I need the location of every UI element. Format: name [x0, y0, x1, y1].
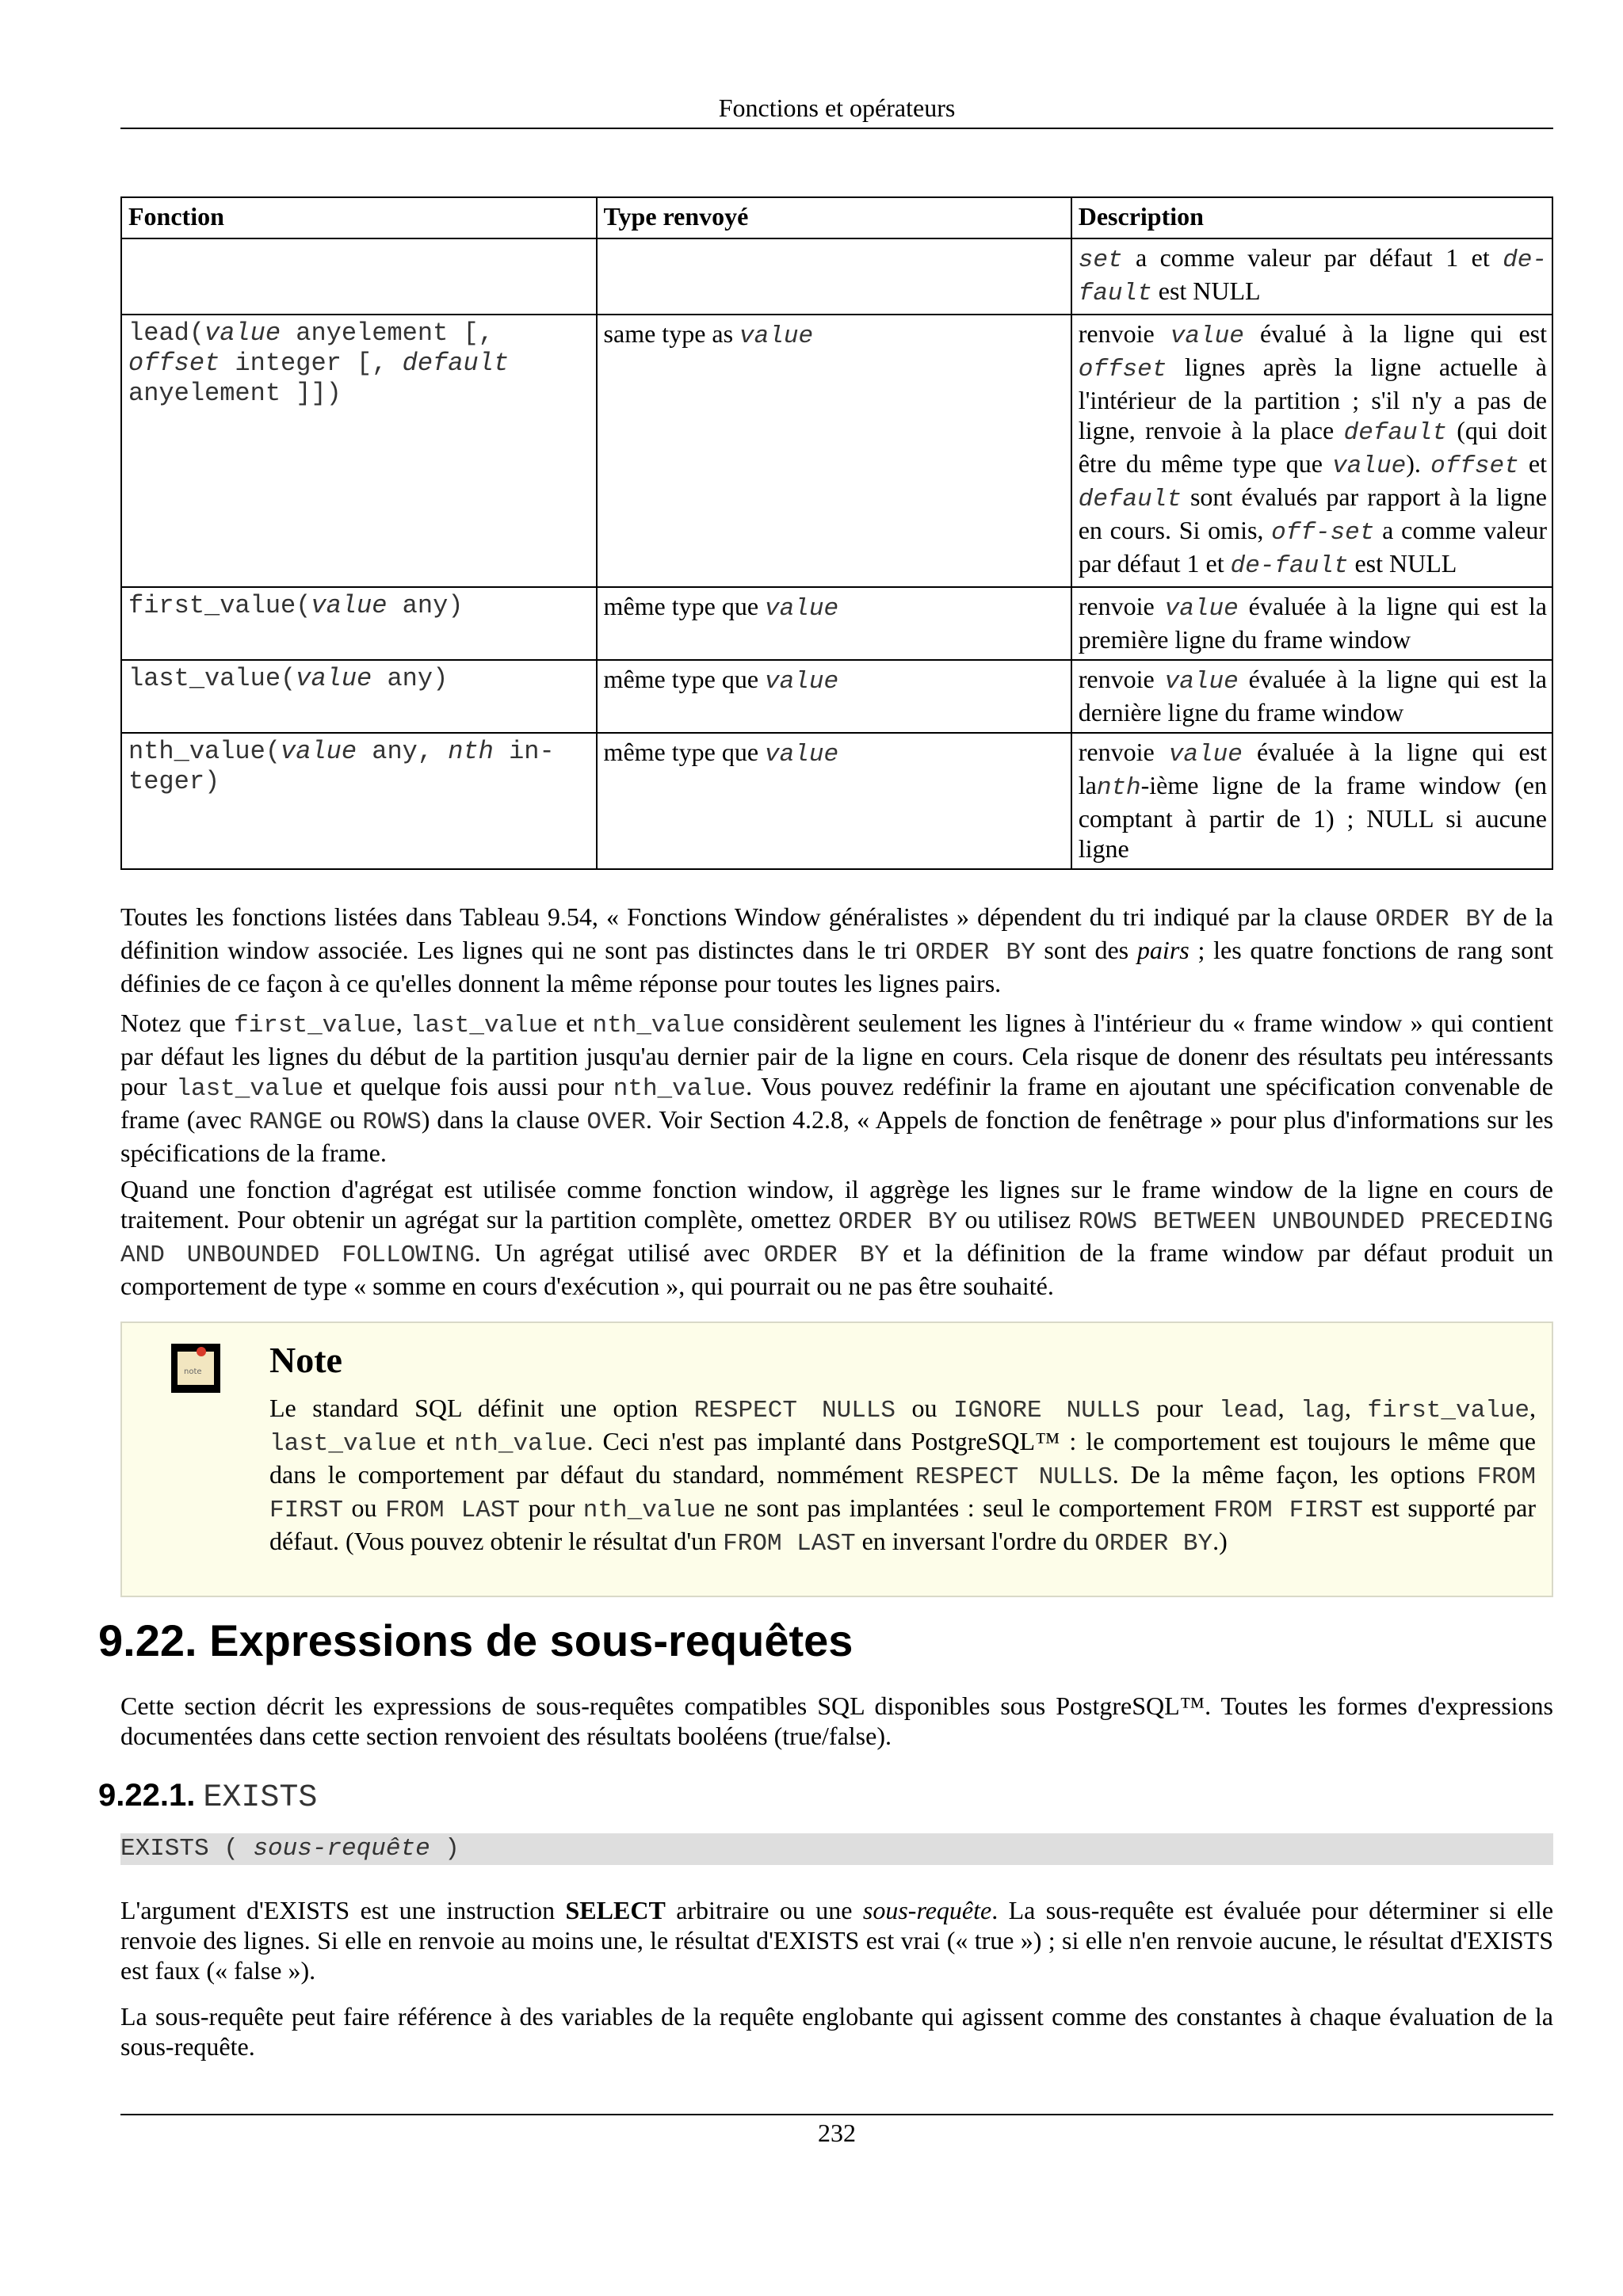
text-run: et quelque fois aussi pour — [323, 1072, 613, 1100]
code-term: default — [1343, 419, 1447, 447]
code-term: nth_value — [613, 1075, 747, 1103]
return-type-cell — [597, 315, 1071, 587]
code-term: FROM FIRST — [1213, 1497, 1363, 1524]
section-intro: Cette section décrit les expressions de sous-requêtes compatibles SQL disponibles sous PostgreSQL™. Toutes les formes d'expressions documentées dans cette section renvoient des résultats booléens (true/false). — [120, 1691, 1553, 1750]
footer-rule — [120, 2114, 1553, 2115]
text-run: lignes après la ligne actuelle à l'intérieur de la partition ; s'il n'y a pas de ligne, renvoie à la place — [1078, 353, 1547, 444]
note-title: Note — [269, 1340, 342, 1380]
function-cell — [121, 315, 597, 587]
text-run: . Voir Section 4.2.8, « Appels de fonction de fenêtrage » pour plus d'informations sur les spécifications de la frame. — [120, 1105, 1554, 1167]
text-run: évaluée à la ligne qui est la — [1078, 738, 1548, 799]
code-term: ORDER BY — [1094, 1530, 1213, 1558]
code-term: de-fault — [1078, 246, 1547, 307]
note-box — [120, 1322, 1553, 1597]
text-run: sont des — [1035, 936, 1137, 964]
code-term: value — [1332, 452, 1407, 480]
text-run: -ième ligne de la frame window (en comptant à partir de 1) ; NULL si aucune ligne — [1078, 771, 1547, 863]
synopsis-block — [120, 1833, 1553, 1865]
code-term: ORDER BY — [838, 1208, 958, 1236]
text-run: ) dans la clause — [421, 1105, 587, 1134]
subsection-heading — [98, 1776, 317, 1816]
code-term: set — [1078, 246, 1123, 274]
text-run: . Ceci n'est pas implanté dans PostgreSQL™ : le comportement est toujours le même que dans le comportement par défaut du standard, nommément — [269, 1427, 1537, 1489]
text-run: Quand une fonction d'agrégat est utilisée comme fonction window, il aggrège les lignes sur le frame window de la ligne en cours de traitement. Pour obtenir un agrégat sur la partition complète, omettez — [120, 1175, 1553, 1234]
return-type-cell — [597, 733, 1071, 869]
table-row — [121, 733, 1552, 869]
return-type-cell — [597, 660, 1071, 733]
section-heading: 9.22. Expressions de sous-requêtes — [98, 1615, 854, 1665]
subsection-number: 9.22.1. — [98, 1778, 196, 1813]
argument-name: default — [402, 349, 510, 378]
text-run: a comme valeur par défaut 1 et — [1078, 516, 1548, 578]
code-term: FROM LAST — [385, 1497, 521, 1524]
code-term: first_value — [234, 1012, 396, 1039]
code-term: value — [765, 595, 839, 623]
text-run: et — [557, 1009, 593, 1037]
code-term: ROWS BETWEEN UNBOUNDED PRECEDING AND UNBOUNDED FOLLOWING — [120, 1208, 1554, 1269]
text-run: . Vous pouvez redéfinir la frame en ajoutant une spécification convenable de frame (avec — [120, 1072, 1554, 1134]
text-run: Le standard SQL définit une option — [269, 1394, 694, 1422]
text-run: , — [1344, 1394, 1368, 1422]
argument-name: nth — [448, 737, 494, 766]
running-header: Fonctions et opérateurs — [718, 93, 956, 122]
code-term: last_value — [269, 1430, 418, 1458]
page-number: 232 — [818, 2119, 856, 2147]
table-row — [121, 660, 1552, 733]
text-run: ou utilisez — [957, 1205, 1079, 1234]
text-run: . Un agrégat utilisé avec — [474, 1238, 764, 1267]
body-paragraph — [120, 1174, 1553, 1301]
code-term: first_value — [1367, 1397, 1530, 1425]
text-run: any) — [372, 664, 449, 693]
code-term: OVER — [586, 1108, 646, 1136]
function-name: last_value( — [128, 664, 296, 693]
text-run: ; les quatre fonctions de rang sont définies de ce façon à ce qu'elles donnent la même réponse pour toutes les lignes pairs. — [120, 936, 1554, 997]
code-term: lead — [1219, 1397, 1278, 1425]
text-run: . La sous-requête est évaluée pour déterminer si elle renvoie des lignes. Si elle en renvoie au moins une, le résultat d'EXISTS est vrai (« true ») ; si elle n'en renvoie aucune, le résultat d'EXISTS est faux (« false »). — [120, 1896, 1554, 1985]
function-cell — [121, 733, 597, 869]
body-paragraph — [120, 902, 1553, 998]
function-cell — [121, 238, 597, 315]
text-run: ). — [1406, 449, 1431, 478]
argument-name: value — [204, 318, 281, 348]
text-run: Toutes les fonctions listées dans Tableau 9.54, « Fonctions Window généralistes » dépendent du tri indiqué par la clause — [120, 902, 1376, 931]
text-run: même type que — [603, 738, 766, 766]
text-run: L'argument d'EXISTS est une instruction — [120, 1896, 566, 1924]
text-run: et — [1518, 449, 1548, 478]
code-term: FROM FIRST — [269, 1463, 1536, 1524]
subsection-code: EXISTS — [203, 1780, 318, 1816]
keyword: SELECT — [565, 1896, 666, 1924]
text-run: renvoie — [1078, 319, 1170, 348]
text-run: Notez que — [120, 1009, 235, 1037]
text-run: renvoie — [1078, 738, 1169, 766]
description-cell — [1071, 733, 1552, 869]
function-name: first_value( — [128, 591, 311, 620]
table-row — [121, 238, 1552, 315]
text-run: any, — [357, 737, 449, 766]
text-run: est NULL — [1151, 277, 1261, 305]
code-term: nth_value — [454, 1430, 587, 1458]
code-term: RESPECT NULLS — [915, 1463, 1113, 1491]
code-term: nth — [1096, 774, 1141, 802]
pin-icon — [197, 1347, 206, 1356]
emphasis: sous-requête — [862, 1896, 992, 1924]
argument-name: value — [296, 664, 372, 693]
code-term: de-fault — [1230, 552, 1349, 580]
code-term: value — [765, 741, 839, 769]
body-paragraph — [120, 1895, 1553, 1985]
function-name: lead( — [128, 318, 205, 348]
text-run: , — [395, 1009, 411, 1037]
description-cell — [1071, 315, 1552, 587]
text-run: évaluée à la ligne qui est la dernière ligne du frame window — [1078, 665, 1548, 727]
text-run: arbitraire ou une — [665, 1896, 863, 1924]
text-run: sont évalués par rapport à la ligne en cours. Si omis, — [1078, 482, 1547, 544]
column-header: Description — [1071, 197, 1552, 238]
body-paragraph — [120, 1008, 1553, 1168]
description-cell — [1071, 587, 1552, 660]
code-term: value — [1170, 322, 1244, 350]
code-term: last_value — [410, 1012, 558, 1039]
code-term: value — [1168, 741, 1243, 769]
text-run: in-teger) — [128, 737, 555, 796]
description-cell — [1071, 660, 1552, 733]
argument-name: offset — [128, 349, 220, 378]
argument-name: sous-requête — [253, 1835, 430, 1863]
code-term: FROM LAST — [723, 1530, 856, 1558]
text-run: . De la même façon, les options — [1112, 1460, 1477, 1489]
code-term: value — [1164, 595, 1239, 623]
text-run: ou — [343, 1493, 386, 1522]
text-run: est supporté par défaut. (Vous pouvez obtenir le résultat d'un — [269, 1493, 1537, 1555]
body-paragraph: La sous-requête peut faire référence à des variables de la requête englobante qui agissent comme des constantes à chaque évaluation de la sous-requête. — [120, 2002, 1553, 2061]
argument-name: value — [311, 591, 388, 620]
text-run: ou — [896, 1394, 953, 1422]
code-term: ORDER BY — [1375, 906, 1495, 933]
text-run: même type que — [603, 665, 766, 693]
text-run: a comme valeur par défaut 1 et — [1122, 243, 1503, 272]
text-run: same type as — [603, 319, 740, 348]
text-run: renvoie — [1078, 592, 1165, 620]
table-row — [121, 587, 1552, 660]
return-type-cell — [597, 587, 1071, 660]
code-term: ROWS — [362, 1108, 422, 1136]
text-run: integer [, — [220, 349, 403, 378]
text-run: en inversant l'ordre du — [855, 1527, 1095, 1555]
text-run: , — [1529, 1394, 1537, 1422]
text-run: même type que — [603, 592, 766, 620]
text-run: est NULL — [1348, 549, 1457, 578]
table-header-row — [121, 197, 1552, 238]
text-run: anyelement [, — [281, 318, 494, 348]
window-functions-table — [120, 196, 1553, 870]
text-run: ) — [430, 1835, 460, 1863]
code-term: nth_value — [592, 1012, 725, 1039]
column-header: Type renvoyé — [597, 197, 1071, 238]
code-term: off-set — [1271, 519, 1375, 547]
text-run: , — [1277, 1394, 1301, 1422]
code-term: ORDER BY — [915, 939, 1036, 967]
text-run: .) — [1212, 1527, 1228, 1555]
code-term: offset — [1430, 452, 1519, 480]
function-cell — [121, 660, 597, 733]
note-icon-label: note — [184, 1367, 202, 1376]
code-term: value — [765, 668, 839, 696]
text-run: pour — [1140, 1394, 1220, 1422]
text-run: évaluée à la ligne qui est la première ligne du frame window — [1078, 592, 1548, 654]
text-run: et — [417, 1427, 455, 1455]
code-term: ORDER BY — [763, 1241, 889, 1269]
text-run: ou — [323, 1105, 363, 1134]
text-run: évalué à la ligne qui est — [1243, 319, 1547, 348]
function-cell — [121, 587, 597, 660]
note-body — [269, 1393, 1536, 1559]
text-run: any) — [387, 591, 464, 620]
return-type-cell — [597, 238, 1071, 315]
column-header: Fonction — [121, 197, 597, 238]
code-term: IGNORE NULLS — [953, 1397, 1140, 1425]
description-cell — [1071, 238, 1552, 315]
code-term: value — [739, 322, 814, 350]
text-run: de la définition window associée. Les lignes qui ne sont pas distinctes dans le tri — [120, 902, 1554, 964]
code-term: RESPECT NULLS — [693, 1397, 896, 1425]
text-run: et la définition de la frame window par défaut produit un comportement de type « somme en cours d'exécution », qui pourrait ou ne pas être souhaité. — [120, 1238, 1554, 1300]
note-icon — [171, 1344, 220, 1393]
code-term: default — [1078, 486, 1182, 513]
code-term: offset — [1078, 356, 1167, 383]
text-run: (qui doit être du même type que — [1078, 416, 1548, 478]
code-term: lag — [1300, 1397, 1345, 1425]
argument-name: value — [281, 737, 357, 766]
table-row — [121, 315, 1552, 587]
text-run: anyelement ]]) — [128, 379, 342, 408]
code-term: value — [1164, 668, 1239, 696]
code-term: RANGE — [249, 1108, 323, 1136]
text-run: considèrent seulement les lignes à l'intérieur du « frame window » qui contient par défaut les lignes du début de la partition jusqu'au dernier pair de la ligne en cours. Cela risque de donenr des résultats peu intéressants pour — [120, 1009, 1554, 1100]
text-run: EXISTS ( — [120, 1835, 254, 1863]
code-term: last_value — [176, 1075, 324, 1103]
code-term: nth_value — [582, 1497, 716, 1524]
header-rule — [120, 128, 1553, 129]
text-run: renvoie — [1078, 665, 1165, 693]
emphasis: pairs — [1136, 936, 1190, 964]
text-run: ne sont pas implantées : seul le comportement — [716, 1493, 1214, 1522]
text-run: pour — [520, 1493, 583, 1522]
function-name: nth_value( — [128, 737, 281, 766]
